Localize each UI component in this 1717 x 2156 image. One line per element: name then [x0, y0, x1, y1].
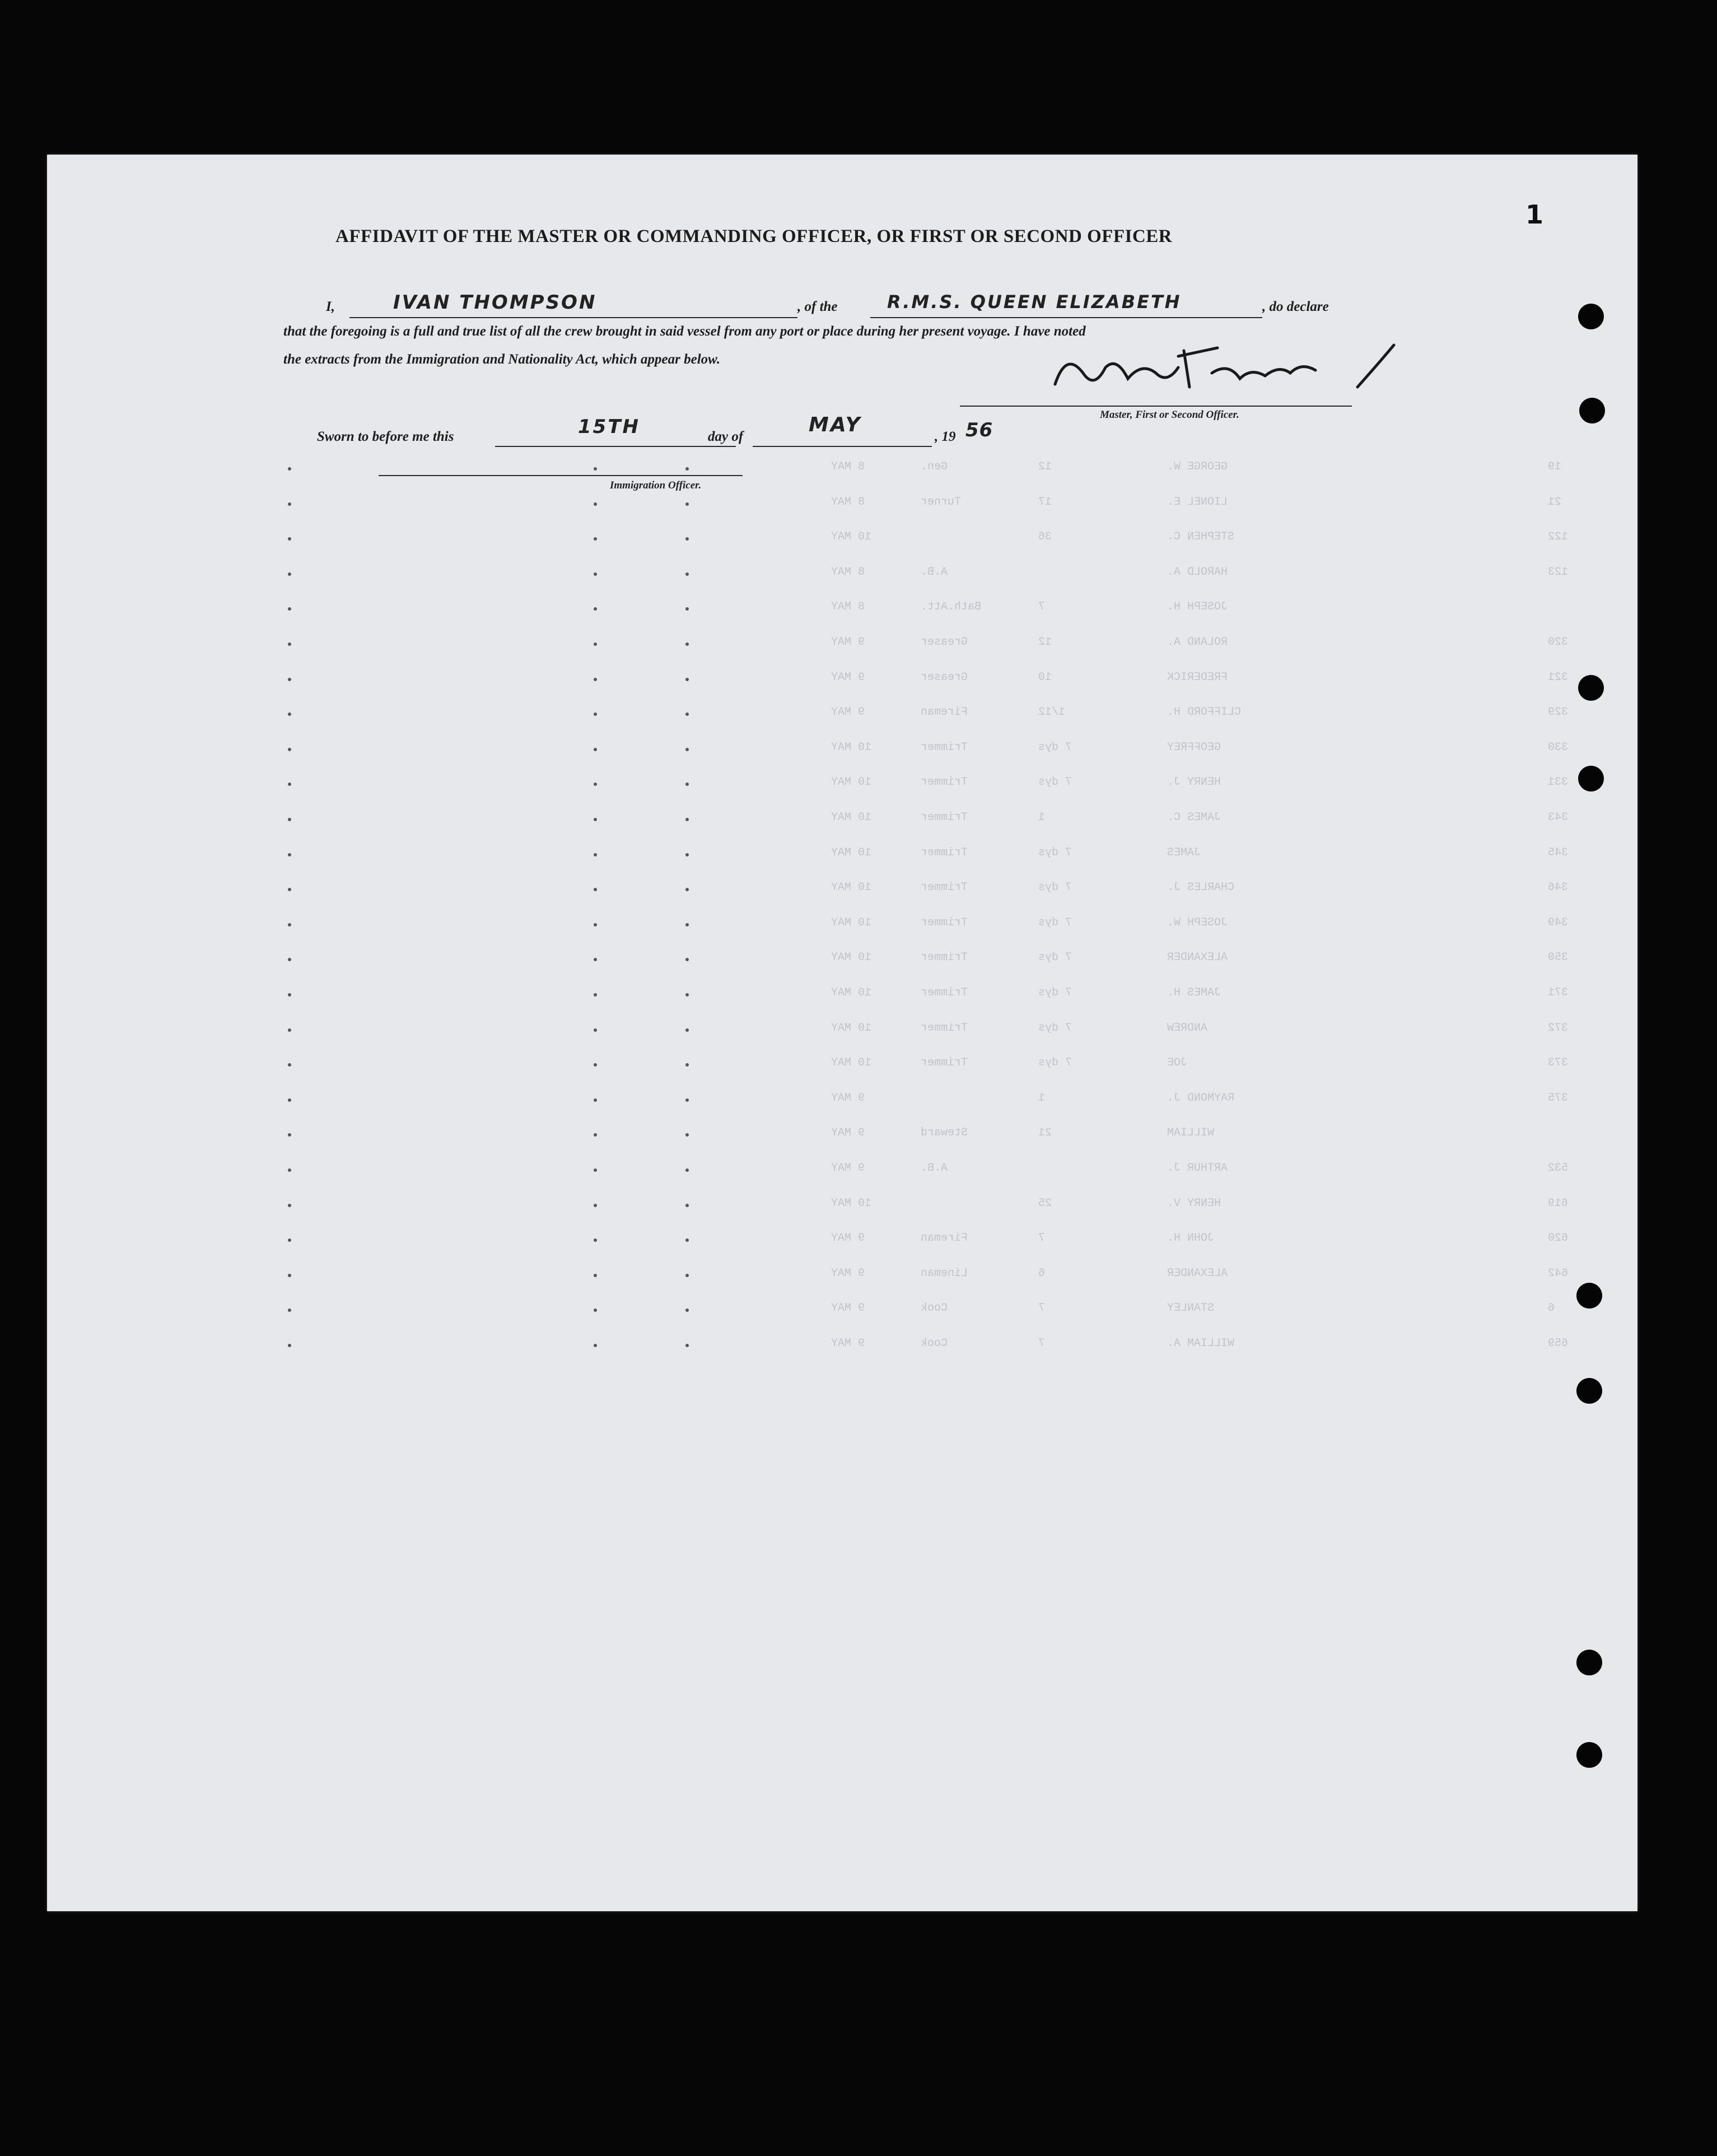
ghost-no: 19: [1548, 460, 1562, 473]
ghost-date: 8 MAY: [831, 600, 865, 614]
sworn-day-line: [495, 446, 736, 447]
declaration-text-line-2: that the foregoing is a full and true list of all the crew brought in said vessel from any port or place during her present voyage. I have noted: [283, 324, 1086, 339]
row-dot: [685, 713, 689, 716]
ghost-age: 7: [1038, 1232, 1046, 1245]
row-dot: [594, 678, 597, 681]
ghost-rate: Gen.: [921, 460, 948, 473]
ghost-no: 329: [1548, 706, 1569, 719]
row-dot: [594, 502, 597, 506]
row-dot: [594, 1133, 597, 1137]
ghost-date: 10 MAY: [831, 986, 872, 999]
ghost-rate: Trimmer: [921, 951, 968, 965]
ghost-no: 21: [1548, 495, 1562, 509]
ghost-no: 122: [1548, 530, 1569, 544]
row-dot: [594, 1098, 597, 1102]
ghost-age: 6: [1038, 1266, 1046, 1280]
ghost-name: JAMES H.: [1167, 986, 1221, 999]
ghost-age: 1: [1038, 1091, 1046, 1105]
ghost-rate: Trimmer: [921, 1021, 968, 1035]
ghost-age: 1: [1038, 811, 1046, 824]
row-dot: [685, 853, 689, 856]
ghost-rate: Fireman: [921, 706, 968, 719]
ghost-no: 373: [1548, 1056, 1569, 1070]
ghost-date: 10 MAY: [831, 811, 872, 824]
row-dot: [288, 642, 291, 646]
row-dot: [288, 1204, 291, 1207]
ghost-age: 7 dys: [1038, 741, 1072, 754]
declare-label: , do declare: [1262, 299, 1329, 314]
row-dot: [594, 1274, 597, 1277]
ghost-name: STEPHEN C.: [1167, 530, 1235, 544]
row-dot: [288, 818, 291, 821]
row-dot: [594, 467, 597, 471]
ghost-date: 10 MAY: [831, 881, 872, 895]
ghost-name: ANDREW: [1167, 1021, 1208, 1035]
ghost-no: 331: [1548, 776, 1569, 789]
ghost-age: 7 dys: [1038, 846, 1072, 859]
row-dot: [685, 467, 689, 471]
row-dot: [685, 748, 689, 751]
row-dot: [594, 1308, 597, 1312]
ghost-no: 619: [1548, 1196, 1569, 1210]
ghost-age: 7: [1038, 1337, 1046, 1350]
row-dot: [288, 853, 291, 856]
ghost-name: JOSEPH W.: [1167, 916, 1228, 929]
row-dot: [685, 783, 689, 786]
row-dot: [685, 818, 689, 821]
ghost-date: 9 MAY: [831, 1091, 865, 1105]
row-dot: [288, 783, 291, 786]
ghost-row: [47, 527, 1637, 550]
ghost-no: 6: [1548, 1302, 1555, 1315]
row-dot: [685, 888, 689, 891]
ghost-rate: Bath.Att.: [921, 600, 982, 614]
affidavit-title: AFFIDAVIT OF THE MASTER OR COMMANDING OFFICER, OR FIRST OR SECOND OFFICER: [335, 226, 1173, 246]
sworn-day: 15TH: [578, 416, 640, 438]
ghost-rate: Steward: [921, 1126, 968, 1140]
sworn-year: 56: [965, 419, 993, 441]
row-dot: [594, 853, 597, 856]
sworn-month-line: [753, 446, 932, 447]
ghost-name: HENRY J.: [1167, 776, 1221, 789]
row-dot: [685, 1133, 689, 1137]
ghost-name: JOSEPH H.: [1167, 600, 1228, 614]
ghost-name: JAMES: [1167, 846, 1201, 859]
punch-hole: [1576, 1742, 1602, 1768]
ghost-rate: A.B.: [921, 565, 948, 579]
ghost-name: FREDERICK: [1167, 670, 1228, 684]
ghost-age: 7 dys: [1038, 916, 1072, 929]
ghost-name: STANLEY: [1167, 1302, 1215, 1315]
ghost-name: ARTHUR J.: [1167, 1162, 1228, 1175]
ghost-row: [47, 457, 1637, 479]
ghost-name: JOHN H.: [1167, 1232, 1215, 1245]
ghost-row: [47, 1053, 1637, 1075]
row-dot: [594, 642, 597, 646]
officer-name: IVAN THOMPSON: [393, 291, 597, 314]
ghost-rate: Turner: [921, 495, 962, 509]
row-dot: [288, 993, 291, 996]
row-dot: [288, 888, 291, 891]
row-dot: [288, 607, 291, 611]
row-dot: [685, 923, 689, 926]
row-dot: [685, 1238, 689, 1242]
ghost-name: GEOFFREY: [1167, 741, 1221, 754]
ghost-row: [47, 878, 1637, 900]
row-dot: [685, 1274, 689, 1277]
day-of-label: day of: [708, 429, 744, 444]
punch-hole: [1578, 304, 1604, 329]
ghost-row: [47, 1123, 1637, 1145]
punch-hole: [1576, 1650, 1602, 1675]
ghost-age: 25: [1038, 1196, 1052, 1210]
ghost-rate: A.B.: [921, 1162, 948, 1175]
row-dot: [685, 1098, 689, 1102]
ghost-no: 330: [1548, 741, 1569, 754]
ghost-rate: Trimmer: [921, 916, 968, 929]
ghost-date: 10 MAY: [831, 530, 872, 544]
row-dot: [685, 572, 689, 576]
row-dot: [288, 1063, 291, 1067]
row-dot: [685, 678, 689, 681]
ghost-age: 10: [1038, 670, 1052, 684]
ghost-date: 10 MAY: [831, 951, 872, 965]
row-dot: [685, 1344, 689, 1347]
ghost-row: [47, 668, 1637, 690]
row-dot: [685, 642, 689, 646]
ghost-date: 10 MAY: [831, 916, 872, 929]
of-the-label: , of the: [797, 299, 838, 314]
row-dot: [288, 1028, 291, 1032]
row-dot: [594, 748, 597, 751]
master-signature: [1044, 339, 1402, 401]
row-dot: [685, 607, 689, 611]
ghost-no: 371: [1548, 986, 1569, 999]
row-dot: [594, 607, 597, 611]
ghost-date: 9 MAY: [831, 636, 865, 649]
ghost-date: 9 MAY: [831, 1126, 865, 1140]
vessel-name: R.M.S. QUEEN ELIZABETH: [887, 291, 1182, 313]
ghost-row: [47, 808, 1637, 830]
row-dot: [685, 993, 689, 996]
ghost-row: [47, 492, 1637, 515]
ghost-row: [47, 562, 1637, 585]
ghost-name: JOE: [1167, 1056, 1188, 1070]
row-dot: [594, 713, 597, 716]
ghost-rate: Trimmer: [921, 1056, 968, 1070]
ghost-name: ALEXANDER: [1167, 951, 1228, 965]
signature-line: [960, 406, 1352, 407]
ghost-no: 345: [1548, 846, 1569, 859]
declarant-prefix: I,: [326, 299, 335, 314]
punch-hole: [1579, 398, 1605, 423]
ghost-rate: Trimmer: [921, 846, 968, 859]
ghost-no: 620: [1548, 1232, 1569, 1245]
ghost-row: [47, 948, 1637, 970]
row-dot: [288, 467, 291, 471]
ghost-age: 36: [1038, 530, 1052, 544]
officer-name-line: [349, 317, 797, 318]
ghost-age: 12: [1038, 636, 1052, 649]
ghost-no: 659: [1548, 1337, 1569, 1350]
ghost-name: WILLIAM: [1167, 1126, 1215, 1140]
ghost-date: 9 MAY: [831, 1266, 865, 1280]
document-page: [47, 155, 1637, 1911]
ghost-name: GEORGE W.: [1167, 460, 1228, 473]
ghost-rate: Greaser: [921, 636, 968, 649]
vessel-name-line: [870, 317, 1262, 318]
row-dot: [594, 958, 597, 961]
row-dot: [288, 572, 291, 576]
ghost-rate: Trimmer: [921, 986, 968, 999]
ghost-no: 321: [1548, 670, 1569, 684]
ghost-date: 10 MAY: [831, 1056, 872, 1070]
row-dot: [594, 1028, 597, 1032]
ghost-rate: Lineman: [921, 1266, 968, 1280]
ghost-date: 10 MAY: [831, 1196, 872, 1210]
row-dot: [288, 502, 291, 506]
ghost-no: 123: [1548, 565, 1569, 579]
ghost-age: 7 dys: [1038, 951, 1072, 965]
ghost-name: RAYMOND J.: [1167, 1091, 1235, 1105]
row-dot: [685, 1308, 689, 1312]
row-dot: [288, 1238, 291, 1242]
ghost-rate: Trimmer: [921, 776, 968, 789]
row-dot: [594, 783, 597, 786]
row-dot: [685, 1028, 689, 1032]
ghost-age: 17: [1038, 495, 1052, 509]
row-dot: [685, 1168, 689, 1172]
punch-hole: [1576, 1283, 1602, 1308]
ghost-no: 372: [1548, 1021, 1569, 1035]
ghost-rate: Cook: [921, 1302, 948, 1315]
punch-hole: [1578, 675, 1604, 701]
ghost-no: 350: [1548, 951, 1569, 965]
row-dot: [685, 958, 689, 961]
row-dot: [594, 537, 597, 541]
row-dot: [685, 537, 689, 541]
row-dot: [594, 1204, 597, 1207]
ghost-no: 346: [1548, 881, 1569, 895]
ghost-row: [47, 1334, 1637, 1356]
row-dot: [594, 993, 597, 996]
ghost-date: 8 MAY: [831, 495, 865, 509]
row-dot: [594, 1344, 597, 1347]
immigration-caption: Immigration Officer.: [610, 479, 702, 491]
ghost-row: [47, 738, 1637, 760]
ghost-rate: Greaser: [921, 670, 968, 684]
ghost-name: ALEXANDER: [1167, 1266, 1228, 1280]
ghost-date: 9 MAY: [831, 670, 865, 684]
ghost-age: 7 dys: [1038, 881, 1072, 895]
row-dot: [288, 713, 291, 716]
row-dot: [288, 958, 291, 961]
sworn-month: MAY: [809, 413, 862, 436]
row-dot: [685, 502, 689, 506]
ghost-date: 9 MAY: [831, 1337, 865, 1350]
signature-caption: Master, First or Second Officer.: [1100, 409, 1239, 421]
ghost-date: 9 MAY: [831, 706, 865, 719]
ghost-row: [47, 772, 1637, 795]
ghost-row: [47, 1018, 1637, 1041]
row-dot: [594, 572, 597, 576]
ghost-rate: Trimmer: [921, 811, 968, 824]
row-dot: [685, 1063, 689, 1067]
ghost-date: 8 MAY: [831, 460, 865, 473]
punch-hole: [1576, 1378, 1602, 1404]
row-dot: [594, 818, 597, 821]
ghost-rate: Cook: [921, 1337, 948, 1350]
punch-hole: [1578, 766, 1604, 791]
row-dot: [288, 1274, 291, 1277]
ghost-row: [47, 1194, 1637, 1216]
ghost-name: WILLIAM A.: [1167, 1337, 1235, 1350]
ghost-rate: Fireman: [921, 1232, 968, 1245]
row-dot: [288, 1168, 291, 1172]
ghost-age: 7 dys: [1038, 1056, 1072, 1070]
ghost-age: 7 dys: [1038, 776, 1072, 789]
ghost-no: 349: [1548, 916, 1569, 929]
ghost-name: HENRY V.: [1167, 1196, 1221, 1210]
row-dot: [288, 923, 291, 926]
ghost-date: 9 MAY: [831, 1232, 865, 1245]
year-label: , 19: [935, 429, 956, 444]
ghost-age: 12: [1038, 460, 1052, 473]
ghost-row: [47, 597, 1637, 620]
ghost-row: [47, 913, 1637, 935]
ghost-row: [47, 1158, 1637, 1181]
corner-mark: 1: [1525, 199, 1544, 230]
row-dot: [288, 1133, 291, 1137]
ghost-name: CLIFFORD H.: [1167, 706, 1242, 719]
ghost-row: [47, 983, 1637, 1005]
declaration-text-line-3: the extracts from the Immigration and Nationality Act, which appear below.: [283, 352, 721, 367]
ghost-age: 7: [1038, 600, 1046, 614]
row-dot: [288, 1308, 291, 1312]
ghost-date: 9 MAY: [831, 1162, 865, 1175]
ghost-row: [47, 1298, 1637, 1321]
ghost-age: 1/12: [1038, 706, 1066, 719]
ghost-row: [47, 702, 1637, 725]
ghost-rate: Trimmer: [921, 741, 968, 754]
ghost-name: JAMES C.: [1167, 811, 1221, 824]
row-dot: [288, 748, 291, 751]
ghost-age: 7: [1038, 1302, 1046, 1315]
ghost-no: 320: [1548, 636, 1569, 649]
row-dot: [288, 537, 291, 541]
ghost-no: 532: [1548, 1162, 1569, 1175]
ghost-name: CHARLES J.: [1167, 881, 1235, 895]
ghost-name: LIONEL E.: [1167, 495, 1228, 509]
ghost-row: [47, 1264, 1637, 1286]
ghost-row: [47, 843, 1637, 865]
sworn-label: Sworn to before me this: [317, 429, 454, 444]
ghost-no: 642: [1548, 1266, 1569, 1280]
ghost-date: 9 MAY: [831, 1302, 865, 1315]
row-dot: [594, 1063, 597, 1067]
ghost-date: 10 MAY: [831, 846, 872, 859]
ghost-date: 10 MAY: [831, 741, 872, 754]
ghost-name: ROLAND A.: [1167, 636, 1228, 649]
row-dot: [594, 1168, 597, 1172]
ghost-row: [47, 1228, 1637, 1251]
ghost-no: 343: [1548, 811, 1569, 824]
ghost-date: 10 MAY: [831, 1021, 872, 1035]
row-dot: [594, 1238, 597, 1242]
row-dot: [288, 1344, 291, 1347]
row-dot: [594, 888, 597, 891]
ghost-rate: Trimmer: [921, 881, 968, 895]
ghost-row: [47, 632, 1637, 655]
row-dot: [685, 1204, 689, 1207]
ghost-no: 375: [1548, 1091, 1569, 1105]
ghost-name: HAROLD A.: [1167, 565, 1228, 579]
ghost-age: 7 dys: [1038, 1021, 1072, 1035]
ghost-date: 8 MAY: [831, 565, 865, 579]
ghost-age: 21: [1038, 1126, 1052, 1140]
row-dot: [288, 1098, 291, 1102]
row-dot: [594, 923, 597, 926]
ghost-date: 10 MAY: [831, 776, 872, 789]
ghost-row: [47, 1088, 1637, 1111]
row-dot: [288, 678, 291, 681]
ghost-age: 7 dys: [1038, 986, 1072, 999]
